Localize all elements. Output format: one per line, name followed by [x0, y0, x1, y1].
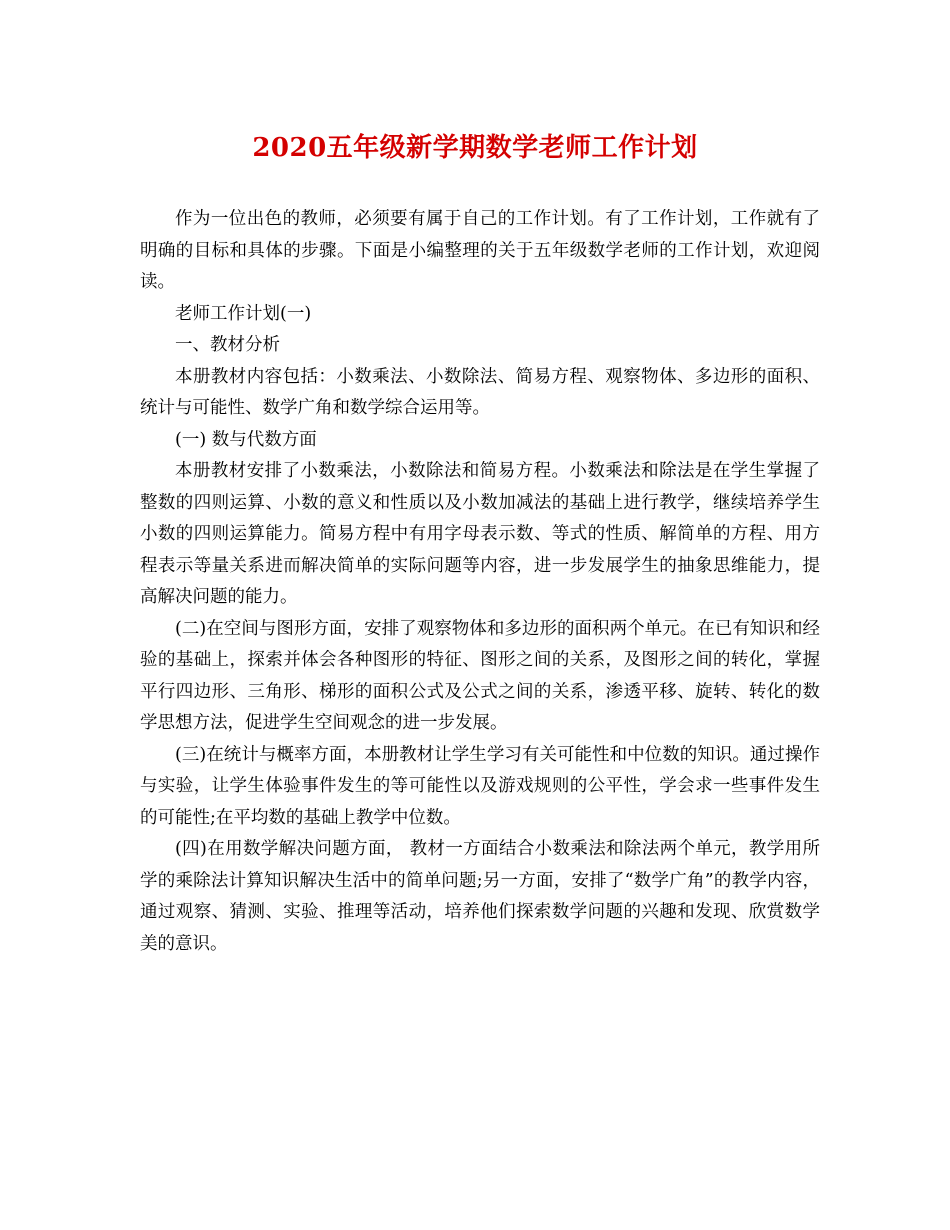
content-paragraph: 本册教材内容包括：小数乘法、小数除法、简易方程、观察物体、多边形的面积、统计与可能性、数学广角和数学综合运用等。	[140, 366, 820, 418]
subheading-number-algebra: (一) 数与代数方面	[175, 429, 317, 450]
content-paragraph: 本册教材安排了小数乘法，小数除法和简易方程。小数乘法和除法是在学生掌握了整数的四则运算、小数的意义和性质以及小数加减法的基础上进行教学，继续培养学生小数的四则运算能力。简易方程中有用字母表示数、等式的性质、解简单的方程、用方程表示等量关系进而解决简单的实际问题等内容，进一步发展学生的抽象思维能力，提高解决问题的能力。	[140, 461, 820, 607]
content-paragraph: (四)在用数学解决问题方面， 教材一方面结合小数乘法和除法两个单元，教学用所学的乘除法计算知识解决生活中的简单问题;另一方面，安排了“数学广角”的教学内容，通过观察、猜测、实验、推理等活动，培养他们探索数学问题的兴趣和发现、欣赏数学美的意识。	[140, 839, 820, 954]
section-heading-plan-one: 老师工作计划(一)	[175, 303, 312, 324]
intro-paragraph: 作为一位出色的教师，必须要有属于自己的工作计划。有了工作计划，工作就有了明确的目标和具体的步骤。下面是小编整理的关于五年级数学老师的工作计划，欢迎阅读。	[140, 209, 820, 292]
content-paragraph: (三)在统计与概率方面，本册教材让学生学习有关可能性和中位数的知识。通过操作与实验，让学生体验事件发生的等可能性以及游戏规则的公平性，学会求一些事件发生的可能性;在平均数的基础上教学中位数。	[140, 744, 820, 828]
document-title: 2020五年级新学期数学老师工作计划	[252, 133, 698, 163]
section-heading-textbook-analysis: 一、教材分析	[175, 335, 280, 355]
content-paragraph: (二)在空间与图形方面，安排了观察物体和多边形的面积两个单元。在已有知识和经验的基础上，探索并体会各种图形的特征、图形之间的关系，及图形之间的转化，掌握平行四边形、三角形、梯形的面积公式及公式之间的关系，渗透平移、旋转、转化的数学思想方法，促进学生空间观念的进一步发展。	[140, 618, 820, 733]
document-body	[140, 204, 820, 960]
